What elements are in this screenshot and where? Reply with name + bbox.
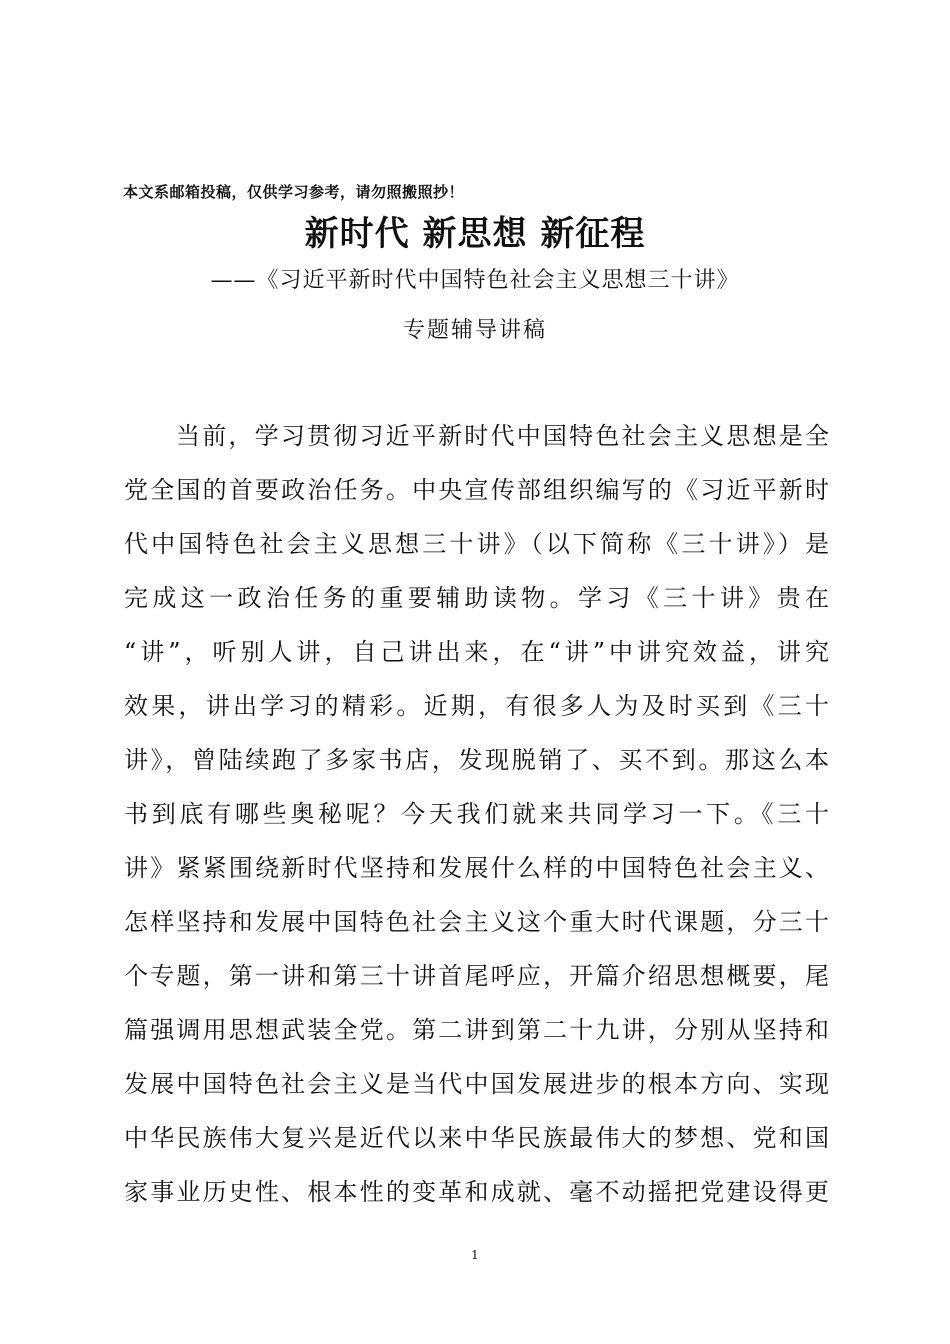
body-line: 代中国特色社会主义思想三十讲》（以下简称《三十讲》）是 bbox=[124, 530, 829, 558]
body-line: “讲”，听别人讲，自己讲出来，在“讲”中讲究效益，讲究 bbox=[124, 638, 829, 666]
body-line: 个专题，第一讲和第三十讲首尾呼应，开篇介绍思想概要，尾 bbox=[124, 962, 829, 990]
body-line: 完成这一政治任务的重要辅助读物。学习《三十讲》贵在 bbox=[124, 584, 829, 612]
document-title: 新时代 新思想 新征程 bbox=[304, 214, 646, 254]
body-line: 讲》紧紧围绕新时代坚持和发展什么样的中国特色社会主义、 bbox=[124, 854, 829, 882]
submission-notice: 本文系邮箱投稿，仅供学习参考，请勿照搬照抄！ bbox=[123, 183, 465, 201]
body-line: 怎样坚持和发展中国特色社会主义这个重大时代课题，分三十 bbox=[124, 908, 829, 936]
body-line: 当前，学习贯彻习近平新时代中国特色社会主义思想是全 bbox=[176, 422, 829, 450]
document-subtitle-lecture: 专题辅导讲稿 bbox=[402, 318, 547, 343]
page-number: 1 bbox=[471, 1248, 479, 1262]
body-line: 讲》，曾陆续跑了多家书店，发现脱销了、买不到。那这么本 bbox=[124, 746, 829, 774]
body-line: 党全国的首要政治任务。中央宣传部组织编写的《习近平新时 bbox=[124, 476, 829, 504]
document-subtitle: ——《习近平新时代中国特色社会主义思想三十讲》 bbox=[210, 268, 740, 293]
body-line: 中华民族伟大复兴是近代以来中华民族最伟大的梦想、党和国 bbox=[124, 1124, 829, 1152]
body-line: 发展中国特色社会主义是当代中国发展进步的根本方向、实现 bbox=[124, 1070, 829, 1098]
body-line: 家事业历史性、根本性的变革和成就、毫不动摇把党建设得更 bbox=[124, 1178, 829, 1206]
body-line: 篇强调用思想武装全党。第二讲到第二十九讲，分别从坚持和 bbox=[124, 1016, 829, 1044]
body-line: 效果，讲出学习的精彩。近期，有很多人为及时买到《三十 bbox=[124, 692, 829, 720]
body-line: 书到底有哪些奥秘呢？今天我们就来共同学习一下。《三十 bbox=[124, 800, 829, 828]
body-paragraph bbox=[124, 409, 829, 1219]
